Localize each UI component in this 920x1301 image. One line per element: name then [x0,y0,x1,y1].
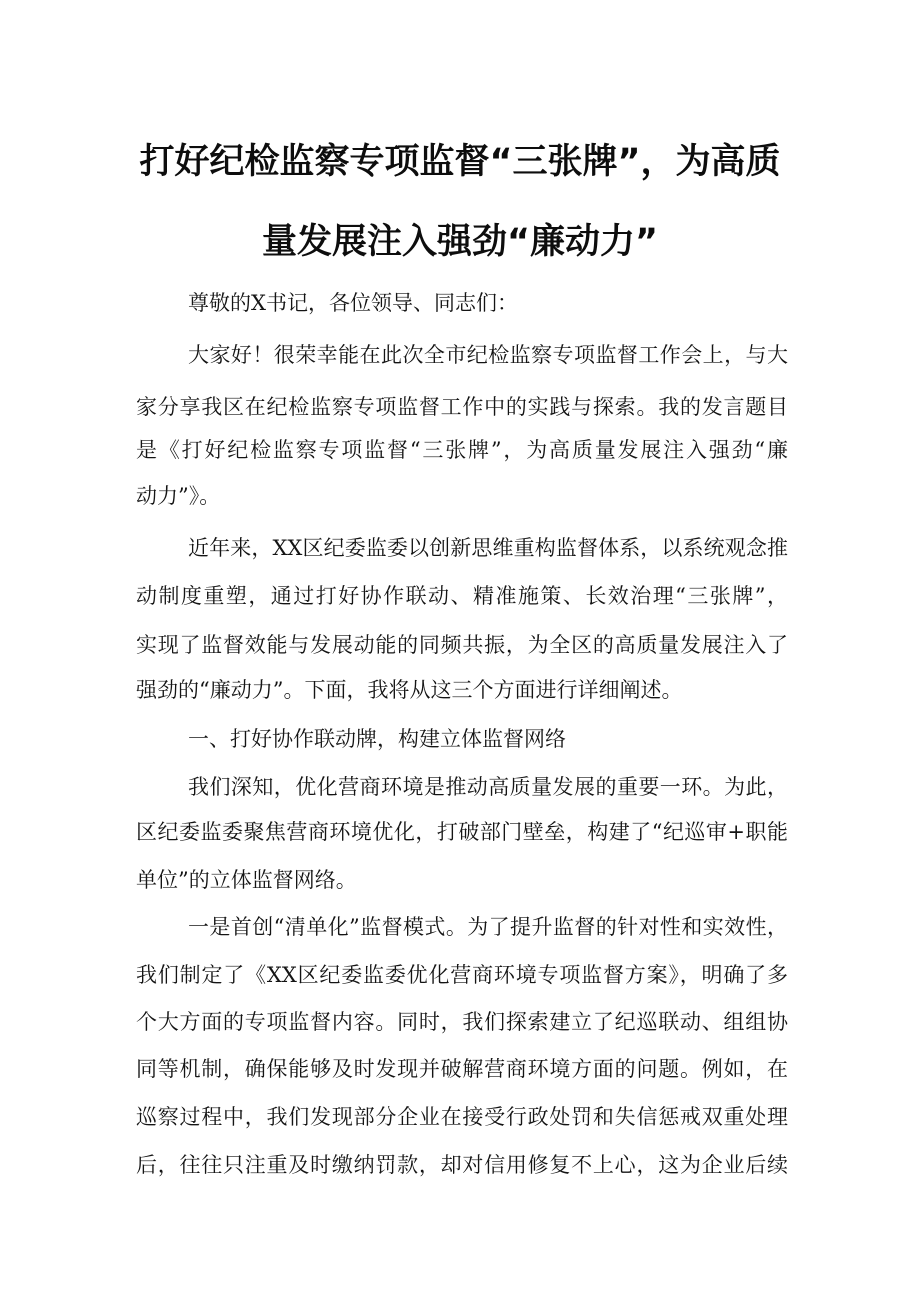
body-line: 动制度重塑，通过打好协作联动、精准施策、长效治理“三张牌”， [136,584,788,608]
body-line: 巡察过程中，我们发现部分企业在接受行政处罚和失信惩戒双重处理 [136,1105,788,1129]
body-line: 大家好！很荣幸能在此次全市纪检监察专项监督工作会上，与大 [188,343,788,367]
body-line: 个大方面的专项监督内容。同时，我们探索建立了纪巡联动、组组协 [136,1010,788,1034]
body-line: 后，往往只注重及时缴纳罚款，却对信用修复不上心，这为企业后续 [136,1153,788,1177]
body-line: 强劲的“廉动力”。下面，我将从这三个方面进行详细阐述。 [136,678,683,702]
body-line: 单位”的立体监督网络。 [136,868,357,892]
document-title-line-1: 打好纪检监察专项监督“三张牌”，为高质 [139,142,781,182]
body-line: 一是首创“清单化”监督模式。为了提升监督的针对性和实效性， [188,915,788,939]
body-line: 我们深知，优化营商环境是推动高质量发展的重要一环。为此， [188,775,788,799]
body-line: 区纪委监委聚焦营商环境优化，打破部门壁垒，构建了“纪巡审+职能 [136,820,788,844]
document-title-line-2: 量发展注入强劲“廉动力” [261,222,658,262]
section-heading: 一、打好协作联动牌，构建立体监督网络 [188,727,566,751]
salutation: 尊敬的X书记，各位领导、同志们： [188,291,518,315]
body-line: 动力”》。 [136,484,221,508]
body-line: 近年来，XX区纪委监委以创新思维重构监督体系，以系统观念推 [188,536,788,560]
body-line: 是《打好纪检监察专项监督“三张牌”，为高质量发展注入强劲“廉 [136,438,788,462]
body-line: 实现了监督效能与发展动能的同频共振，为全区的高质量发展注入了 [136,633,788,657]
body-line: 同等机制，确保能够及时发现并破解营商环境方面的问题。例如，在 [136,1057,788,1081]
body-line: 家分享我区在纪检监察专项监督工作中的实践与探索。我的发言题目 [136,395,788,419]
body-line: 我们制定了《XX区纪委监委优化营商环境专项监督方案》，明确了多 [136,963,788,987]
